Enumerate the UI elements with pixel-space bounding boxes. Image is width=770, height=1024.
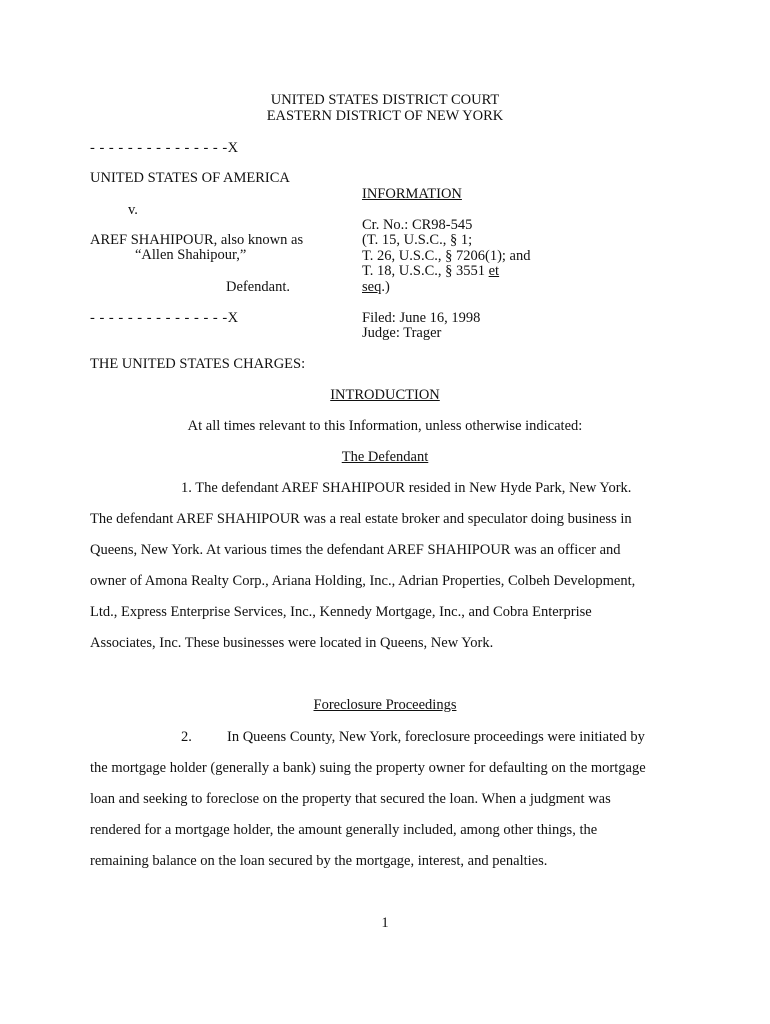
paragraph-2-line: remaining balance on the loan secured by the mortgage, interest, and penalties. [90,853,548,869]
statute-line-3: T. 18, U.S.C., § 3551 et [362,263,500,279]
caption-separator-top: - - - - - - - - - - - - - - -X [90,140,239,156]
statute-line-2: T. 26, U.S.C., § 7206(1); and [362,248,531,264]
filed-date: Filed: June 16, 1998 [362,310,481,326]
foreclosure-section-heading: Foreclosure Proceedings [313,697,457,713]
introduction-heading: INTRODUCTION [330,387,440,403]
information-title: INFORMATION [362,186,462,202]
paragraph-1-line: Ltd., Express Enterprise Services, Inc., Kennedy Mortgage, Inc., and Cobra Enterprise [90,604,592,620]
paragraph-2-line: In Queens County, New York, foreclosure proceedings were initiated by [227,729,645,745]
paragraph-1-line: The defendant AREF SHAHIPOUR was a real estate broker and speculator doing business in [90,511,632,527]
court-district: EASTERN DISTRICT OF NEW YORK [266,108,504,124]
defendant-section-heading: The Defendant [341,449,429,465]
statute-line-1: (T. 15, U.S.C., § 1; [362,232,473,248]
paragraph-2-number: 2. [181,729,192,745]
versus-label: v. [128,202,138,218]
paragraph-1-line: Associates, Inc. These businesses were located in Queens, New York. [90,635,494,651]
paragraph-2-line: the mortgage holder (generally a bank) suing the property owner for defaulting on the mortgage [90,760,646,776]
statute-line-4: seq.) [362,279,390,295]
case-number: Cr. No.: CR98-545 [362,217,473,233]
paragraph-1-line: 1. The defendant AREF SHAHIPOUR resided in New Hyde Park, New York. [181,480,632,496]
paragraph-1-line: Queens, New York. At various times the defendant AREF SHAHIPOUR was an officer and [90,542,621,558]
defendant-alias: “Allen Shahipour,” [135,247,247,263]
paragraph-2-line: loan and seeking to foreclose on the property that secured the loan. When a judgment was [90,791,611,807]
court-name: UNITED STATES DISTRICT COURT [270,92,500,108]
defendant-name: AREF SHAHIPOUR, also known as [90,232,304,248]
caption-separator-bottom: - - - - - - - - - - - - - - -X [90,310,239,326]
paragraph-2-line: rendered for a mortgage holder, the amount generally included, among other things, the [90,822,598,838]
defendant-label: Defendant. [226,279,291,295]
plaintiff-name: UNITED STATES OF AMERICA [90,170,290,186]
paragraph-1-line: owner of Amona Realty Corp., Ariana Holding, Inc., Adrian Properties, Colbeh Development, [90,573,636,589]
introduction-text: At all times relevant to this Information, unless otherwise indicated: [187,418,583,434]
charges-heading: THE UNITED STATES CHARGES: [90,356,306,372]
judge-name: Judge: Trager [362,325,442,341]
page-number: 1 [381,915,389,931]
